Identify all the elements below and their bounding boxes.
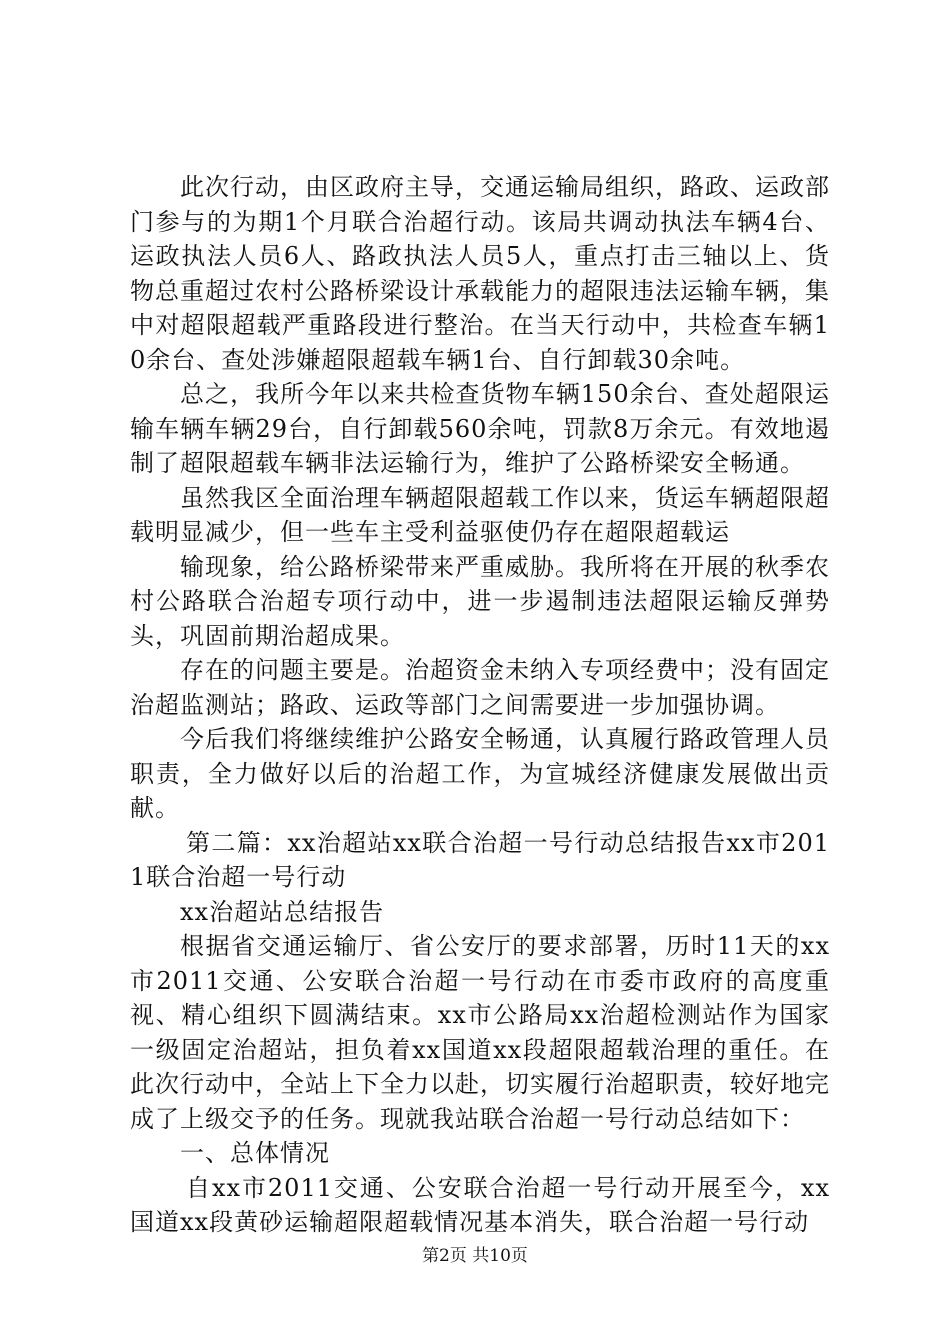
section-heading-overall: 一、总体情况 [180, 1139, 330, 1167]
paragraph-action-summary: 此次行动，由区政府主导，交通运输局组织，路政、运政部门参与的为期1个月联合治超行动。该局共调动执法车辆4台、运政执法人员6人、路政执法人员5人，重点打击三轴以上、货物总重超过农村公路桥梁设计承载能力的超限违法运输车辆，集中对超限超载严重路段进行整治。在当天行动中，共检查车辆10余台、查处涉嫌超限超载车辆1台、自行卸载30余吨。 [130, 173, 830, 374]
paragraph-report-intro: 根据省交通运输厅、省公安厅的要求部署，历时11天的xx市2011交通、公安联合治超一号行动在市委市政府的高度重视、精心组织下圆满结束。xx市公路局xx治超检测站作为国家一级固定治超站，担负着xx国道xx段超限超载治理的重任。在此次行动中，全站上下全力以赴，切实履行治超职责，较好地完成了上级交予的任务。现就我站联合治超一号行动总结如下： [130, 932, 830, 1133]
document-body [130, 170, 830, 1240]
paragraph-annual-summary: 总之，我所今年以来共检查货物车辆150余台、查处超限运输车辆车辆29台，自行卸载560余吨，罚款8万余元。有效地遏制了超限超载车辆非法运输行为，维护了公路桥梁安全畅通。 [130, 380, 830, 477]
paragraph-overall-status: 自xx市2011交通、公安联合治超一号行动开展至今，xx国道xx段黄砂运输超限超载情况基本消失，联合治超一号行动 [130, 1173, 830, 1236]
paragraph-future-plans: 今后我们将继续维护公路安全畅通，认真履行路政管理人员职责，全力做好以后的治超工作，为宣城经济健康发展做出贡献。 [130, 725, 830, 822]
section-heading-second-article: 第二篇：xx治超站xx联合治超一号行动总结报告xx市2011联合治超一号行动 [130, 828, 830, 891]
section-subtitle-report: xx治超站总结报告 [180, 897, 385, 926]
paragraph-problems-continued: 输现象，给公路桥梁带来严重威胁。我所将在开展的秋季农村公路联合治超专项行动中，进一步遏制违法超限运输反弹势头，巩固前期治超成果。 [130, 552, 830, 650]
page-number-footer: 第2页 共10页 [422, 1246, 528, 1266]
paragraph-problems-intro: 虽然我区全面治理车辆超限超载工作以来，货运车辆超限超载明显减少，但一些车主受利益驱使仍存在超限超载运 [130, 483, 830, 546]
paragraph-existing-issues: 存在的问题主要是。治超资金未纳入专项经费中；没有固定治超监测站；路政、运政等部门之间需要进一步加强协调。 [130, 656, 830, 719]
